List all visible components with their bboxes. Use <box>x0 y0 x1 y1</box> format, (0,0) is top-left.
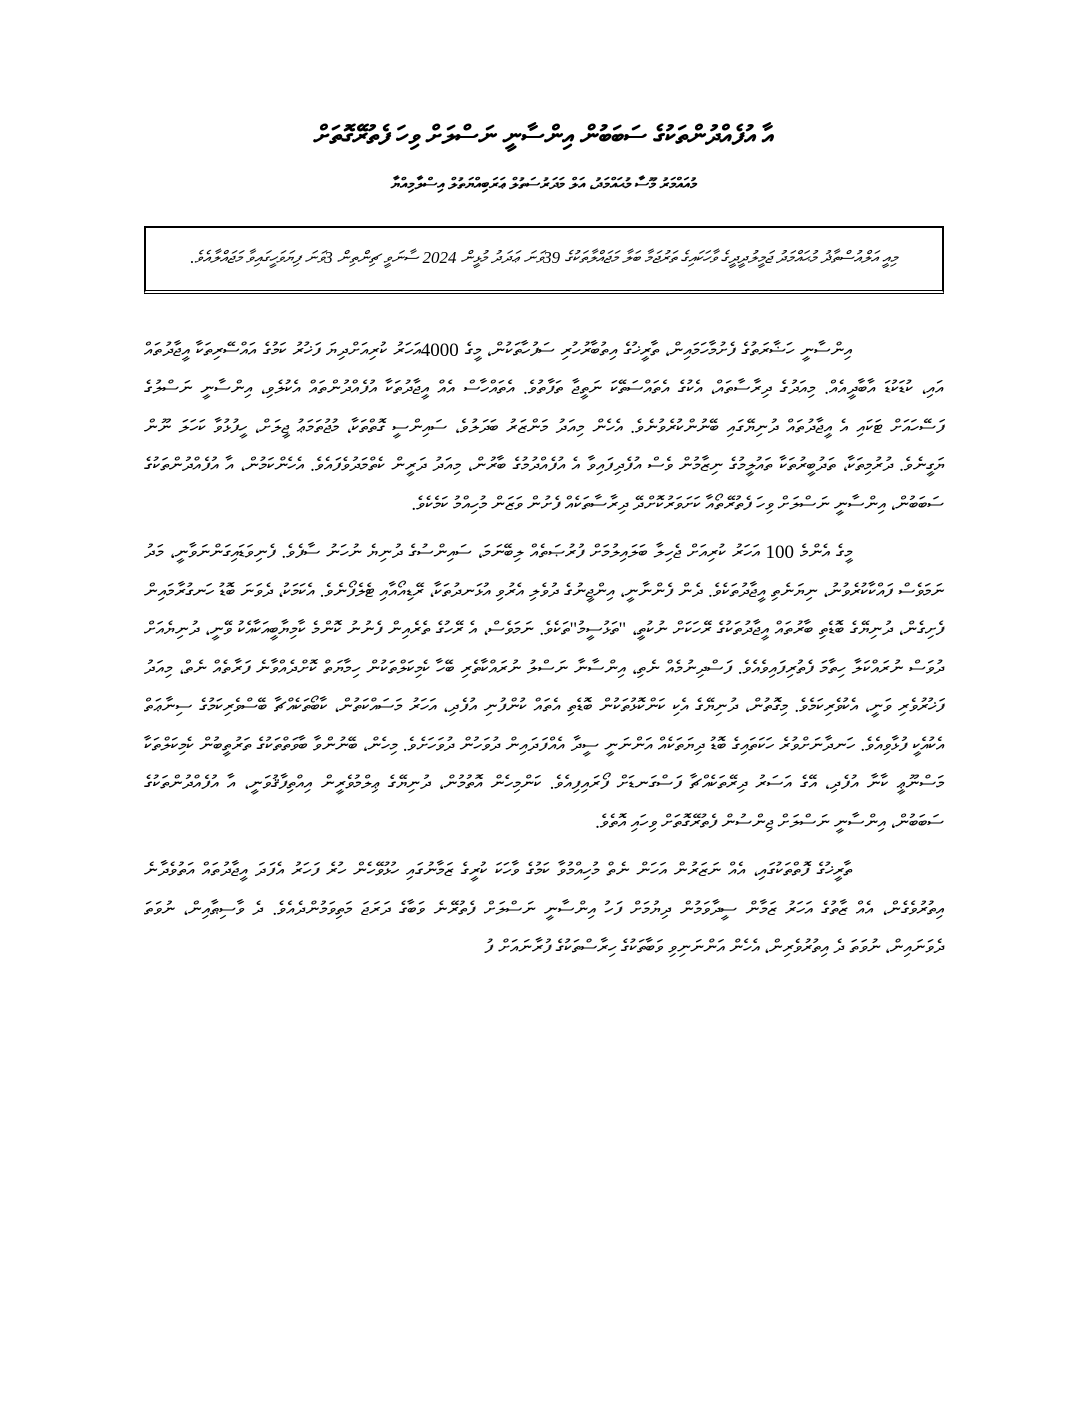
abstract-text: މިއީ އަލްއުސްތާޛު މުޙައްމަދު ޖަމީލުދީދީގެ ވާހަކައިގެ ތަރުޖަމާ ބަލާ މަޖައްލާތަކުގެ 39ވަނަ ޢަދަދު މުޅީން 2024 ސާނަވީ ޗިންތިން 3ވަނަ ފިޔަވަހީގައިވާ މަޖައްލާއެވެ. <box>190 247 898 267</box>
document-byline: މުއައްމަރު މޫސާ މުޙައްމަދު، އަލް މަދަރުސަތުލް ޢަރަބިއްޔަތުލް އިސްލާމިއްޔާ <box>390 176 698 194</box>
document-content <box>144 0 944 968</box>
abstract-box <box>144 226 944 294</box>
document-title: އާ އުފެއްދުންތަކުގެ ސަބަބުން އިންސާނީ ނަސްލަށް ވިހަ ފެތުރޭގޮތަށް <box>313 121 775 150</box>
body-paragraph-2: މީގެ އެންމެ 100 އަހަރު ކުރިއަށް ޖެހިލާ ބަލައިލުމަށް ފުރުޞަތެއް ލިބޭނަމަ، ސައިންސުގެ ދުނިޔެ ނުހަނު ސާފެވެ. ފެނިވަޑައިގަންނަވާނީ، މަދު ނަމަވެސް ފައްކާކުރެވުނު، ނިޔަނެތި އީޖާދުތަކެވެ. ދެން ފެންނާނީ، އިންޖީނުގެ ދުވެލި އެރުވި އުޅަނދުތަކާ، ރޭޑިއޯއާއި ޓެލެފޯނެވެ. އެކަމަކު، ދެވަނަ ބޮޑު ހަނގުރާމައިން ފެށިގެން، ދުނިޔޭގެ ބޮޑެތި ބާރުތައް އީޖާދުތަކުގެ ރޭހަކަށް ނުކުތީ، "ތަޅުސީމު"ތަކެވެ. ނަމަވެސް، އެ ރޭހުގެ ތެރެއިން ފެނުނު ކޮންމެ ކާމިޔާބީއަކާއެކު ވޭނީ، ދުނިޔެއަށް ދުވަސް ނުރައްކަލާ ހިތާމަ ފެތުރިފައިވެއެވެ. ފަސްދިނުމެއް ނެތި، އިންސާނާ ނަސްލު ނުރައްކާތެރި ބޭހާ ކެމިކަލްތަކުން ހިމާޔަތް ކޮށްދެއްވާނެ ފަރާތެއް ނެތް، މިއަދު ފަޚުރުވެރި ވަނީ، އެކުވެރިކަމެވެ. މިގޮތުން، ދުނިޔޭގެ އެކި ކަންކޮޅުތަކުން ބޮޑެތި އެތައް ކުންފުނި އުފެދި، އަހަރު މަސައްކަތުން، ކާބޯތަކެއްޗާ ބޭސްވެރިކަމުގެ ސިނާޢަތް އެކުއެކީ ފުޅާވިއެވެ. ހަނދާނަށްވުރެ ހަކަތައިގެ ބޮޑު ދިޔަތަކެއް އަންނަނީ ސީދާ އެއްފަދައިން ދުވަހުން ދުވަހަށެވެ. މިހެން، ބޭނުންވާ ބާވަތްތަކުގެ ތަރުތީބުން ކެމިކަލްތަކާ މަސްނޫޢީ ކާނާ އުފެދި، އޭގެ އަސަރު ދިރޭތަކެއްޗާ ފަސްގަނޑަށް ފޯރައިފިއެވެ. ކަންމިހެން އޮތުމުން، ދުނިޔޭގެ ޢިލްމުވެރީން އިއްތިފާޤުވަނީ، އާ އުފެއްދުންތަކުގެ ސަބަބުން، އިންސާނީ ނަސްލަށް ޖިންސުން ފެތުރޭގޮތަށް ވިހައި އޮތެވެ. <box>144 542 944 833</box>
body-paragraph-1: އިންސާނީ ހަޟާރަތުގެ ފެށުމާހަމައިން، ތާރީޚުގެ އިތުބާރުހުރި ސަފުހާތަކުން، މީގެ 4000އަހަރު ކުރިއަށްދިޔަ ފަޚުރު ކަމުގެ އައްސޭރިތަކާ އީޖާދުތައް އައި، ކުޑަކުޑަ އާބާދީއެއް. މިއަދުގެ ދިރާސާތައް، އެކުގެ އެތައްސަތޭކަ ނަތީޖާ ތަފާތުވެ. އެތައްހާސް އެއް އީޖާދުތަކާ އުފެއްދުންތައް އެކުލެވި، އިންސާނީ ނަސްލުގެ ފަސޭހައަށް ޓަކައި އެ އީޖާދުތައް ދުނިޔޭގައި ބޭނުންކުރެވުނެވެ. އެހެން މިއަދު މަންޒަރު ބަދަލުވެ، ސައިންސީ ގޮތްތަކާ، މުޖުތަމަޢު ޖީލަށް، ހީފުޅުވާ ކަހަލަ ނޫން ޔަގީނެވެ. ދުރުމިތަކާ، ތަދުބީރުތަކާ ތައުލީމުގެ ނިޒާމުން ވެސް އުފެދިފައިވާ އެ އުފެއްދުމުގެ ބާރުން، މިއަދު ދަރީން ކެތްމަދުވެފައެވެ. އެހެންކަމުން، އާ އުފެއްދުންތަކުގެ ސަބަބުން، އިންސާނީ ނަސްލަށް ވިހަ ފެތުރޭތޯއާ ކަށަވަރުކޮށްދޭ ދިރާސާތަކެއް ފެށުން ވަޒަން މުހިއްމު ކަމެކެވެ. <box>144 339 944 515</box>
document-body <box>144 332 944 968</box>
body-paragraph-3: ތާރީޚުގެ ފޮތްތަކުގައި، އެއް ނަޒަރުން އަހަން ނެތް މުހިއްމުވާ ކަމުގެ ވާހަކަ ކުރީގެ ޒަމާނުގައި ހުޅުވޭހެން ހުރެ ފަހަރު އެފަދަ އީޖާދުތައް އަތުވެދާނެ އިތުރުވެގެން، އެއް ޒާތުގެ އަހަރު ޒަމާން ސީދާވަމުން ދިޔުމަށް ފަހު އިންސާނީ ނަސްލަށް ފެތުރޭނެ ވަބާގެ ދަރަޖަ މަތިވަމުންދެއެވެ. ދެ ވާސިޠާއިން، ނުވަތަ ދެވަނައިން، ނުވަތަ ދެ އިތުރުވެރިން، އެހެން އަންނަނިވި ވަބާތަކުގެ ހިރާސްތަކުގެ ފުރާނައަށް ފު <box>144 860 944 959</box>
